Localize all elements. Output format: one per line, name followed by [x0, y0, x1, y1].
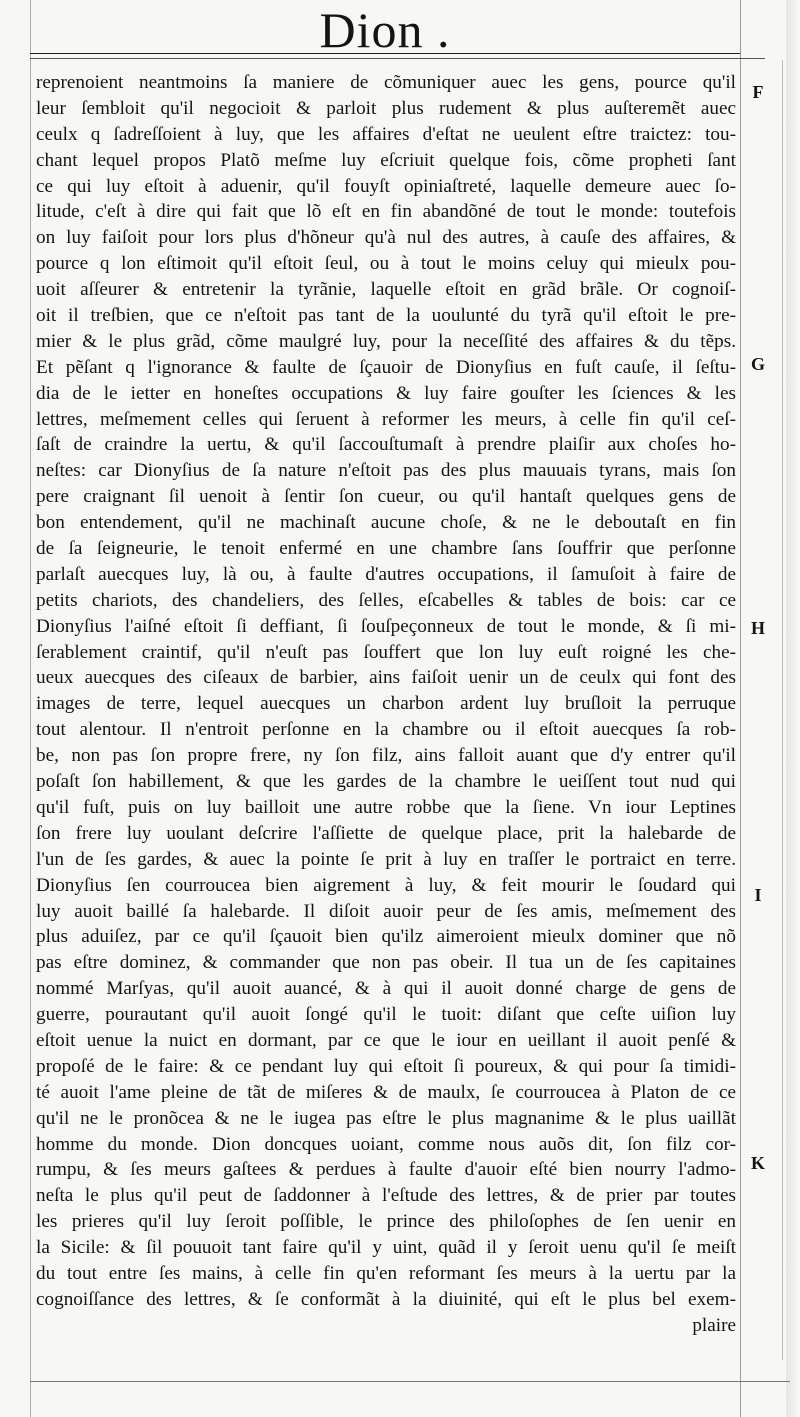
text-line: qu'il ne le pronõcea & ne le iugea pas eſtre le plus magnanime & le plus uaillãt — [36, 1107, 736, 1129]
text-line: pource q lon eſtimoit qu'il eſtoit ſeul, ou à tout le moins celuy qui mieulx pou- — [36, 253, 736, 275]
text-line: reprenoient neantmoins ſa maniere de cõmuniquer auec les gens, pource qu'il — [36, 72, 736, 93]
text-line: ſaſt de craindre la uertu, & qu'il ſaccouſtumaſt à prendre plaiſir aux choſes ho- — [36, 434, 736, 456]
text-line: on luy faiſoit pour lors plus d'hõneur qu'à nul des autres, à cauſe des affaires, & — [36, 227, 736, 249]
left-rule — [30, 0, 31, 1417]
text-line: ſon frere luy uoulant deſcrire l'aſſiette de quelque place, prit la halebarde de — [36, 822, 736, 844]
text-line: eſtoit uenue la nuict en dormant, par ce que le iour en ueillant il auoit penſé & — [36, 1029, 736, 1051]
text-line: ceulx q ſadreſſoient à luy, que les affaires d'eſtat ne ueulent eſtre traictez: tou- — [36, 123, 736, 145]
text-line: luy auoit baillé ſa halebarde. Il diſoit auoir peur de ſes amis, meſmement des — [36, 900, 736, 922]
text-line: les prieres qu'il luy ſeroit poſſible, le prince des philoſophes de ſen uenir en — [36, 1211, 736, 1233]
text-line: Dionyſius ſen courroucea bien aigrement à luy, & feit mourir le ſoudard qui — [36, 874, 736, 896]
header-rule-secondary — [30, 58, 765, 59]
text-line: de ſa ſeigneurie, le tenoit enfermé en une chambre ſans ſouffrir que perſonne — [36, 538, 736, 560]
text-line: ce qui luy eſtoit à aduenir, qu'il fouyſt opiniaſtreté, laquelle demeure auec ſo- — [36, 175, 736, 197]
margin-letter-f: F — [752, 82, 764, 102]
text-line: parlaſt auecques luy, là ou, à faulte d'autres occupations, il ſamuſoit à faire de — [36, 563, 736, 585]
body-text — [36, 70, 736, 1339]
text-line: be, non pas ſon propre frere, ny ſon filz, ains falloit auant que d'y entrer qu'il — [36, 745, 736, 767]
text-line: mier & le plus grãd, cõme maulgré luy, pour la neceſſité des affaires & du tẽps. — [36, 330, 736, 352]
text-line: neſtes: car Dionyſius de ſa nature n'eſtoit pas des plus mauuais tyrans, mais ſon — [36, 460, 736, 482]
text-line: propoſé de le faire: & ce pendant luy qui eſtoit ſi poureux, & qui pour ſa timidi- — [36, 1055, 736, 1077]
text-line: l'un de ſes gardes, & auec la pointe ſe prit à luy en traſſer le portraict en terre. — [36, 848, 736, 870]
text-line: rumpu, & ſes meurs gaſtees & perdues à faulte d'auoir eſté bien nourry l'admo- — [36, 1159, 736, 1181]
text-line: Dionyſius l'aiſné eſtoit ſi deffiant, ſi ſouſpeçonneux de tout le monde, & ſi mi- — [36, 615, 736, 637]
text-line: oit il treſbien, que ce n'eſtoit pas tant de la uoulunté du tyrã qu'il eſtoit le pre- — [36, 305, 736, 327]
text-line: ueux auecques des ciſeaux de barbier, ains faiſoit uenir un de ceulx qui font des — [36, 667, 736, 689]
text-line: ſerablement craintif, qu'il n'euſt pas ſouffert que lon luy euſt roigné les che- — [36, 641, 736, 663]
text-line: té auoit l'ame pleine de tãt de miſeres & de maulx, ſe courroucea à Platon de ce — [36, 1081, 736, 1103]
text-line: leur ſembloit qu'il negocioit & parloit plus rudement & plus auſteremẽt auec — [36, 97, 736, 119]
text-line: tout alentour. Il n'entroit perſonne en la chambre ou il eſtoit auecques ſa rob- — [36, 719, 736, 741]
text-line: dia de le ietter en honeſtes occupations & luy faire gouſter les ſciences & les — [36, 382, 736, 404]
text-line: homme du monde. Dion doncques uoiant, comme nous auõs dit, ſon filz cor- — [36, 1133, 736, 1155]
text-line: neſta le plus qu'il peut de ſaddonner à l'eſtude des lettres, & de prier par toutes — [36, 1185, 736, 1207]
text-line: la Sicile: & ſil pouuoit tant faire qu'il y uint, quãd il y ſeroit uenu qu'il ſe meiſt — [36, 1237, 736, 1259]
margin-letter-g: G — [750, 354, 765, 374]
text-line: chant lequel propos Platõ meſme luy eſcriuit quelque fois, cõme propheti ſant — [36, 149, 736, 171]
text-line: Et pẽſant q l'ignorance & faulte de ſçauoir de Dionyſius en fuſt cauſe, il ſeſtu- — [36, 356, 736, 378]
margin-letter-k: K — [750, 1153, 765, 1173]
text-line: qu'il fuſt, puis on luy bailloit une autre robbe que la ſiene. Vn iour Leptines — [36, 796, 736, 818]
footer-rule — [30, 1381, 790, 1382]
text-line: litude, c'eſt à dire qui fait que lõ eſt en fin abandõné de tout le monde: toutefois — [36, 201, 736, 223]
text-line: guerre, pourautant qu'il auoit ſongé qu'il le tuoit: diſant que ceſte uiſion luy — [36, 1004, 736, 1026]
margin-letter-i: I — [754, 885, 762, 905]
text-line: cognoiſſance des lettres, & ſe conformãt à la diuinité, qui eſt le plus bel exem- — [36, 1288, 736, 1310]
text-line: uoit aſſeurer & entretenir la tyrãnie, laquelle eſtoit en grãd brãle. Or cognoiſ- — [36, 279, 736, 301]
outer-right-rule — [782, 60, 783, 1360]
text-line: pere craignant ſil uenoit à ſentir ſon cueur, ou qu'il hantaſt quelques gens de — [36, 486, 736, 508]
right-rule — [740, 0, 741, 1417]
text-line: du tout entre ſes mains, à celle fin qu'en reformant ſes meurs à la uertu par la — [36, 1262, 736, 1284]
text-line: plaire — [692, 1314, 736, 1336]
text-line: pas eſtre dominez, & commander que non pas obeir. Il tua un de ſes capitaines — [36, 952, 736, 974]
running-head: Dion . — [319, 2, 451, 58]
text-line: petits chariots, des chandeliers, des ſelles, eſcabelles & tables de bois: car ce — [36, 589, 736, 611]
text-line: nommé Marſyas, qu'il auoit auancé, & à qui il auoit donné charge de gens de — [36, 978, 736, 1000]
page-edge-shadow — [786, 0, 800, 1417]
text-line: poſaſt ſon habillement, & que les gardes de la chambre le ueiſſent tout nud qui — [36, 771, 736, 793]
text-line: bon entendement, qu'il ne machinaſt aucune choſe, & ne le deboutaſt en fin — [36, 512, 736, 534]
text-line: images de terre, lequel auecques un charbon ardent luy bruſloit la perruque — [36, 693, 736, 715]
margin-letter-h: H — [750, 618, 765, 638]
text-line: plus aduiſez, par ce qu'il ſçauoit bien qu'ilz aimeroient mieulx dominer que nõ — [36, 926, 736, 948]
text-line: lettres, meſmement celles qui ſeruent à reformer les meurs, à celle fin qu'il ceſ- — [36, 408, 736, 430]
